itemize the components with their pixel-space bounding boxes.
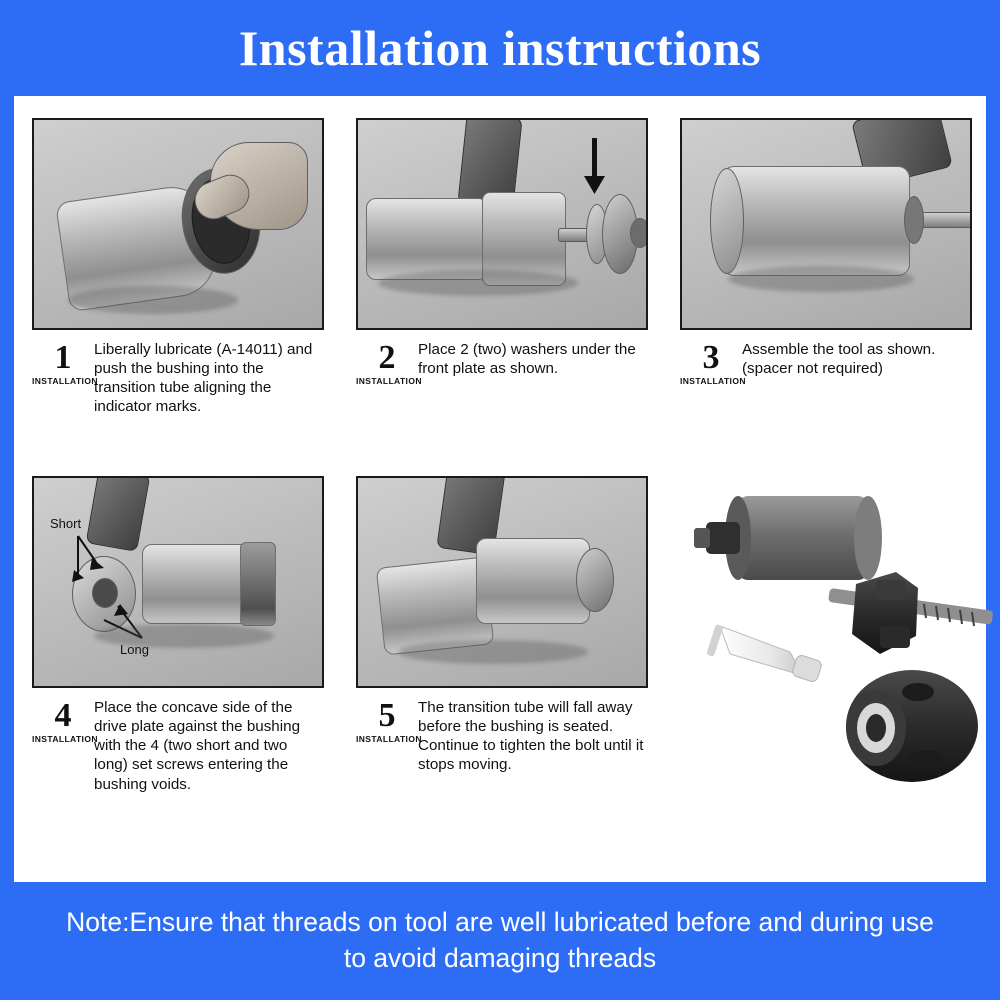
step-2-photo (356, 118, 648, 330)
step-2 (338, 118, 662, 417)
step-4-number-col (32, 697, 98, 794)
steps-row-top (14, 118, 986, 417)
step-3-number-col (680, 339, 746, 387)
step-3 (662, 118, 986, 417)
step-number: 2 (378, 339, 396, 376)
step-sub-label: INSTALLATION (32, 734, 98, 745)
step-1-photo (32, 118, 324, 330)
sleeve-part (725, 496, 882, 580)
step-number: 5 (378, 697, 396, 734)
footer-note: Note:Ensure that threads on tool are well lubricated before and during use to avoid damaging threads (66, 907, 934, 973)
step-4-caption (32, 698, 320, 794)
step-2-caption (356, 340, 644, 386)
step-4 (14, 476, 338, 806)
step-3-photo (680, 118, 972, 330)
lubricant-tube-part (706, 624, 823, 683)
page-title: Installation instructions (238, 20, 762, 76)
step-text: The transition tube will fall away before the bushing is seated. Continue to tighten the bolt until it stops moving. (418, 699, 644, 774)
step-4-photo (32, 476, 324, 688)
steps-row-bottom (14, 476, 986, 806)
nut (904, 196, 924, 244)
long-label: Long (120, 642, 149, 657)
sleeve-end (710, 168, 744, 274)
step-sub-label: INSTALLATION (680, 376, 746, 387)
step-4-leader-arrows (34, 478, 322, 686)
step-2-arrow-overlay (358, 120, 646, 328)
step-1-number-col (32, 339, 98, 417)
step-1-caption (32, 340, 320, 417)
bushing-part (846, 670, 978, 782)
steps-grid (14, 96, 986, 882)
step-text: Liberally lubricate (A-14011) and push the bushing into the transition tube aligning the indicator marks. (94, 341, 313, 416)
header-banner (0, 0, 1000, 96)
footer-banner (0, 882, 1000, 1000)
bolt-end (576, 548, 614, 612)
short-arrowhead-icon (90, 558, 104, 570)
step-5-caption (356, 698, 644, 775)
down-arrow-icon (584, 138, 605, 194)
drive-plate-part (852, 572, 918, 654)
step-5 (338, 476, 662, 806)
step-5-photo (356, 476, 648, 688)
step-text: Assemble the tool as shown. (spacer not required) (742, 341, 936, 378)
photo-shadow (94, 624, 274, 648)
photo-shadow (378, 270, 578, 296)
step-sub-label: INSTALLATION (356, 734, 422, 745)
step-3-caption (680, 340, 968, 386)
step-5-number-col (356, 697, 422, 775)
tool-kit-illustration (680, 476, 1000, 806)
tool-sleeve (722, 166, 910, 276)
step-2-number-col (356, 339, 422, 387)
step-sub-label: INSTALLATION (32, 376, 98, 387)
product-illustration-cell (662, 476, 986, 806)
step-number: 4 (54, 697, 72, 734)
step-sub-label: INSTALLATION (356, 376, 422, 387)
step-1 (14, 118, 338, 417)
photo-shadow (728, 266, 914, 292)
tool-kit-svg (680, 476, 1000, 806)
step-text: Place 2 (two) washers under the front plate as shown. (418, 341, 636, 378)
step-text: Place the concave side of the drive plate against the bushing with the 4 (two short and two long) set screws entering the bushing voids. (94, 699, 301, 793)
long-arrowhead-icon (114, 604, 128, 616)
step-number: 3 (702, 339, 720, 376)
tool-body (476, 538, 590, 624)
short-label: Short (50, 516, 82, 531)
step-number: 1 (54, 339, 72, 376)
photo-shadow (68, 286, 238, 314)
photo-shadow (398, 640, 588, 664)
